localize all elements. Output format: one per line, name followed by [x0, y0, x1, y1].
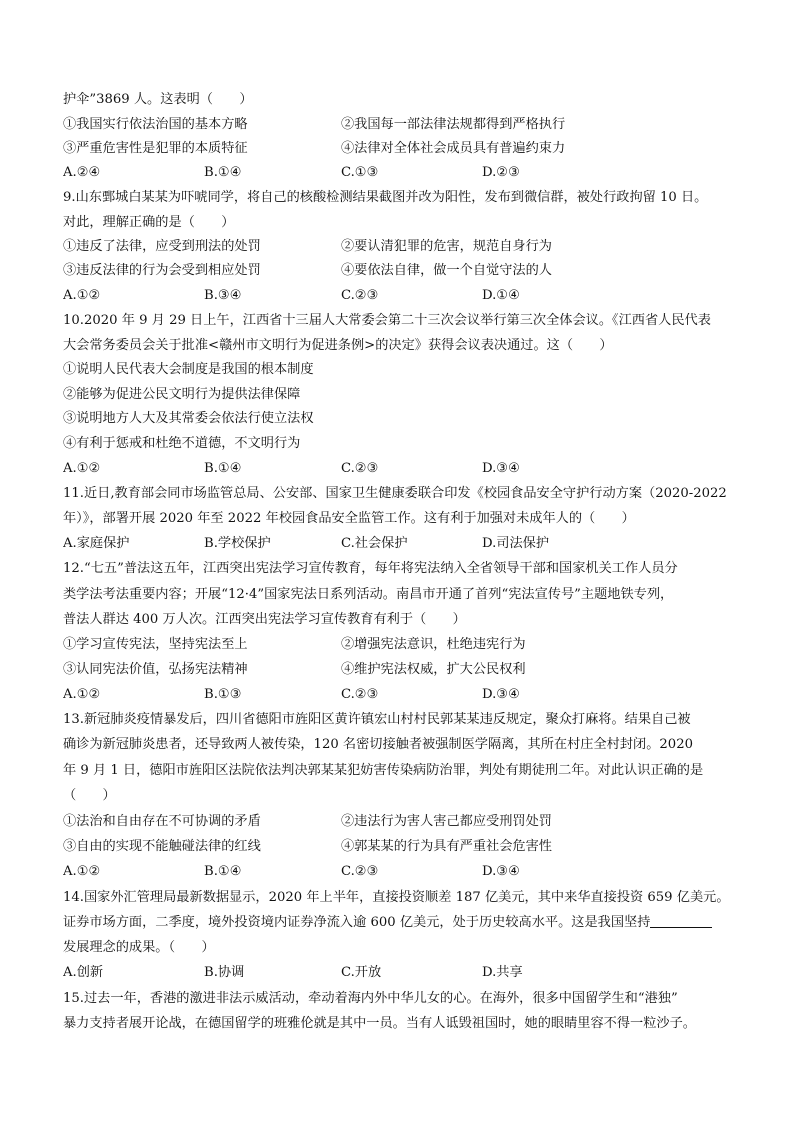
q10-option-1: ①说明人民代表大会制度是我国的根本制度	[63, 362, 314, 377]
q8-answer-c: C.①③	[341, 165, 379, 180]
q8-option-3: ③严重危害性是犯罪的本质特征	[63, 141, 248, 156]
q8-option-4: ④法律对全体社会成员具有普遍约束力	[341, 141, 566, 156]
q14-stem-line1: 14.国家外汇管理局最新数据显示，2020 年上半年，直接投资顺差 187 亿美元，其中来华直接投资 659 亿美元。	[63, 890, 730, 905]
q8-option-1: ①我国实行依法治国的基本方略	[63, 117, 248, 132]
q12-answers	[63, 686, 743, 704]
q9-option-1: ①违反了法律，应受到刑法的处罚	[63, 239, 261, 254]
q13-stem-line1: 13.新冠肺炎疫情暴发后，四川省德阳市旌阳区黄许镇宏山村村民郭某某违反规定，聚众打麻将。结果自己被	[63, 712, 691, 727]
q11-answer-c: C.社会保护	[341, 536, 408, 551]
q8-tail: 护伞”3869 人。这表明（ ）	[63, 92, 253, 107]
q10-answers	[63, 460, 743, 478]
q14-answer-b: B.协调	[204, 965, 245, 980]
q9-stem-line2: 对此，理解正确的是（ ）	[63, 215, 235, 230]
q9-stem-line1: 9.山东鄄城白某某为吓唬同学，将自己的核酸检测结果截图并改为阳性，发布到微信群，被处行政拘留 10 日。	[63, 190, 708, 205]
q9-answer-d: D.①④	[482, 288, 520, 303]
q8-answer-d: D.②③	[482, 165, 520, 180]
q15-stem-line2: 暴力支持者展开论战，在德国留学的班雅伦就是其中一员。当有人诋毁祖国时，她的眼睛里容不得一粒沙子。	[63, 1016, 696, 1031]
q11-answer-a: A.家庭保护	[63, 536, 130, 551]
q14-fill-blank	[650, 914, 712, 928]
q9-option-3: ③违反法律的行为会受到相应处罚	[63, 263, 261, 278]
q11-stem-line1: 11.近日,教育部会同市场监管总局、公安部、国家卫生健康委联合印发《校园食品安全守护行动方案（2020-2022	[63, 486, 727, 501]
q8-answer-b: B.①④	[204, 165, 242, 180]
q10-answer-b: B.①④	[204, 461, 242, 476]
q12-options-row2	[63, 661, 743, 679]
q11-answer-b: B.学校保护	[204, 536, 271, 551]
q12-options-row1	[63, 636, 743, 654]
q8-options-row1	[63, 116, 743, 134]
q9-answer-c: C.②③	[341, 288, 379, 303]
q11-answers	[63, 535, 743, 553]
q13-option-1: ①法治和自由存在不可协调的矛盾	[63, 814, 261, 829]
q11-stem-line2: 年）》，部署开展 2020 年至 2022 年校园食品安全监管工作。这有利于加强对未成年人的（ ）	[63, 511, 635, 526]
q12-option-4: ④维护宪法权威，扩大公民权利	[341, 662, 526, 677]
q13-answer-c: C.②③	[341, 864, 379, 879]
q11-answer-d: D.司法保护	[482, 536, 550, 551]
q9-answers	[63, 287, 743, 305]
q13-answer-b: B.①④	[204, 864, 242, 879]
q9-options-row1	[63, 238, 743, 256]
q10-answer-d: D.③④	[482, 461, 520, 476]
q14-stem-line2-text: 证券市场方面，二季度，境外投资境内证券净流入逾 600 亿美元，处于历史较高水平。这是我国坚持	[63, 915, 651, 930]
q14-answers	[63, 964, 743, 982]
q12-answer-d: D.③④	[482, 687, 520, 702]
q12-stem-line1: 12.“七五”普法这五年，江西突出宪法学习宣传教育，每年将宪法纳入全省领导干部和国家机关工作人员分	[63, 561, 678, 576]
q12-stem-line3: 普法人群达 400 万人次。江西突出宪法学习宣传教育有利于（ ）	[63, 612, 466, 627]
q9-option-2: ②要认清犯罪的危害，规范自身行为	[341, 239, 552, 254]
q8-answers	[63, 164, 743, 182]
q8-option-2: ②我国每一部法律法规都得到严格执行	[341, 117, 566, 132]
q13-options-row2	[63, 838, 743, 856]
q13-answer-d: D.③④	[482, 864, 520, 879]
q10-answer-c: C.②③	[341, 461, 379, 476]
q12-option-1: ①学习宣传宪法，坚持宪法至上	[63, 637, 248, 652]
q10-option-2: ②能够为促进公民文明行为提供法律保障	[63, 387, 301, 402]
q13-option-2: ②违法行为害人害己都应受刑罚处罚	[341, 814, 552, 829]
q9-answer-a: A.①②	[63, 288, 101, 303]
q9-option-4: ④要依法自律，做一个自觉守法的人	[341, 263, 552, 278]
q12-answer-c: C.②③	[341, 687, 379, 702]
q8-answer-a: A.②④	[63, 165, 101, 180]
q14-answer-d: D.共享	[482, 965, 523, 980]
q12-stem-line2: 类学法考法重要内容；开展“12·4”国家宪法日系列活动。南昌市开通了首列“宪法宣传号”主题地铁专列，	[63, 587, 674, 602]
q14-stem-line2	[63, 914, 743, 932]
q14-answer-c: C.开放	[341, 965, 382, 980]
q10-option-4: ④有利于惩戒和杜绝不道德，不文明行为	[63, 436, 301, 451]
q13-option-3: ③自由的实现不能触碰法律的红线	[63, 839, 261, 854]
q10-option-3: ③说明地方人大及其常委会依法行使立法权	[63, 411, 314, 426]
q13-option-4: ④郭某某的行为具有严重社会危害性	[341, 839, 552, 854]
q10-answer-a: A.①②	[63, 461, 101, 476]
q13-stem-line2: 确诊为新冠肺炎患者，还导致两人被传染，120 名密切接触者被强制医学隔离，其所在村庄全村封闭。2020	[63, 737, 693, 752]
q10-stem-line2: 大会常务委员会关于批准<赣州市文明行为促进条例>的决定》获得会议表决通过。这（ ）	[63, 338, 613, 353]
q10-stem-line1: 10.2020 年 9 月 29 日上午，江西省十三届人大常委会第二十三次会议举行第三次全体会议。《江西省人民代表	[63, 313, 711, 328]
q12-option-3: ③认同宪法价值，弘扬宪法精神	[63, 662, 248, 677]
q14-answer-a: A.创新	[63, 965, 104, 980]
q9-answer-b: B.③④	[204, 288, 242, 303]
q13-stem-line3: 年 9 月 1 日，德阳市旌阳区法院依法判决郭某某犯妨害传染病防治罪，判处有期徒刑二年。对此认识正确的是	[63, 763, 704, 778]
q13-answer-a: A.①②	[63, 864, 101, 879]
q9-options-row2	[63, 262, 743, 280]
q14-stem-line3: 发展理念的成果。（ ）	[63, 940, 215, 955]
q13-answers	[63, 863, 743, 881]
q13-options-row1	[63, 813, 743, 831]
q12-answer-b: B.①③	[204, 687, 242, 702]
q12-option-2: ②增强宪法意识，杜绝违宪行为	[341, 637, 526, 652]
q13-stem-line4: （ ）	[63, 788, 116, 803]
q15-stem-line1: 15.过去一年，香港的激进非法示威活动，牵动着海内外中华儿女的心。在海外，很多中国留学生和“港独”	[63, 991, 678, 1006]
q12-answer-a: A.①②	[63, 687, 101, 702]
q8-options-row2	[63, 140, 743, 158]
